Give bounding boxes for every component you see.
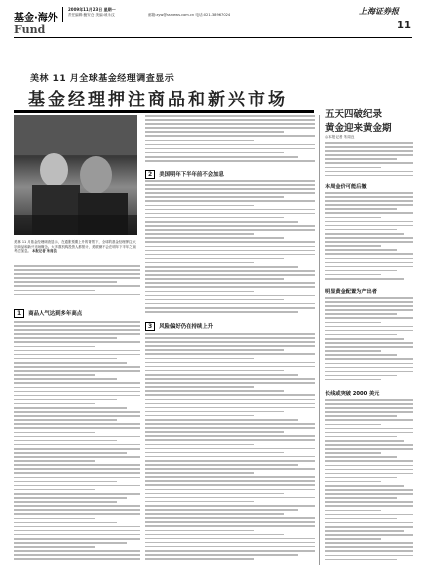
sidebar-byline: ◎本报记者 朱周良 xyxy=(325,135,355,139)
section-number-1: 1 xyxy=(14,309,24,318)
sidebar-subhead-1: 本周金价可能后撤 xyxy=(325,184,367,190)
photo-image-icon xyxy=(14,115,137,235)
photo-credit: 本报记者 朱周良 xyxy=(32,249,57,254)
masthead-rule xyxy=(14,37,412,38)
section-number-2: 2 xyxy=(145,170,155,179)
headline-kicker: 美林 11 月全球基金经理调查显示 xyxy=(30,74,175,84)
newspaper-logo: 上海证券报 xyxy=(359,6,399,16)
headline-main: 基金经理押注商品和新兴市场 xyxy=(28,90,288,110)
sidebar-title-2: 黄金迎来黄金期 xyxy=(325,123,392,134)
headline-bar xyxy=(14,110,314,113)
masthead-divider xyxy=(62,7,63,22)
section-number-3: 3 xyxy=(145,322,155,331)
photo-caption xyxy=(14,240,138,254)
intro-column xyxy=(145,115,315,165)
section-heading-2 xyxy=(145,170,315,179)
sidebar-body-1 xyxy=(325,142,413,180)
left-column-body xyxy=(14,265,140,565)
section-title-2: 美国明年下半年前不会加息 xyxy=(159,172,224,178)
section-title: 基金·海外 xyxy=(14,13,58,24)
section-3-body xyxy=(145,333,315,565)
page-number: 11 xyxy=(397,20,411,31)
news-photo xyxy=(14,115,137,235)
section-title-1: 商品人气达到多年高点 xyxy=(28,311,83,317)
column-divider xyxy=(319,115,320,565)
section-title-3: 风险偏好仍在持续上升 xyxy=(159,324,214,330)
email-line: 邮箱:zyw@ssnews.com.cn 电话:021-38967024 xyxy=(148,13,231,17)
section-2-body xyxy=(145,180,315,318)
column-label: Fund xyxy=(14,23,46,36)
sidebar-body-3 xyxy=(325,297,413,385)
sidebar-title-1: 五天四破纪录 xyxy=(325,109,383,120)
section-heading-3 xyxy=(145,322,315,331)
masthead xyxy=(14,4,414,38)
photo-caption-text: 美林 11 月基金经理调查显示，在通胀预期上升的背景下，全球的基金经理押注大宗商品和新兴市场概念。大多数机构投资人都预计，美联储不会在明年下半年之前考虑加息。 xyxy=(14,240,137,254)
sidebar-body-2 xyxy=(325,192,413,284)
sidebar-subhead-2: 明显黄金配置为产出者 xyxy=(325,289,377,295)
section-heading-1 xyxy=(14,309,140,318)
editor-line: 责任编辑:鲍安仓 美编:戚永汶 xyxy=(68,13,115,17)
sidebar-body-4 xyxy=(325,399,413,565)
sidebar-subhead-3: 长线或突破 2000 美元 xyxy=(325,391,380,397)
date-line: 2009年11月23日 星期一 xyxy=(68,7,116,12)
